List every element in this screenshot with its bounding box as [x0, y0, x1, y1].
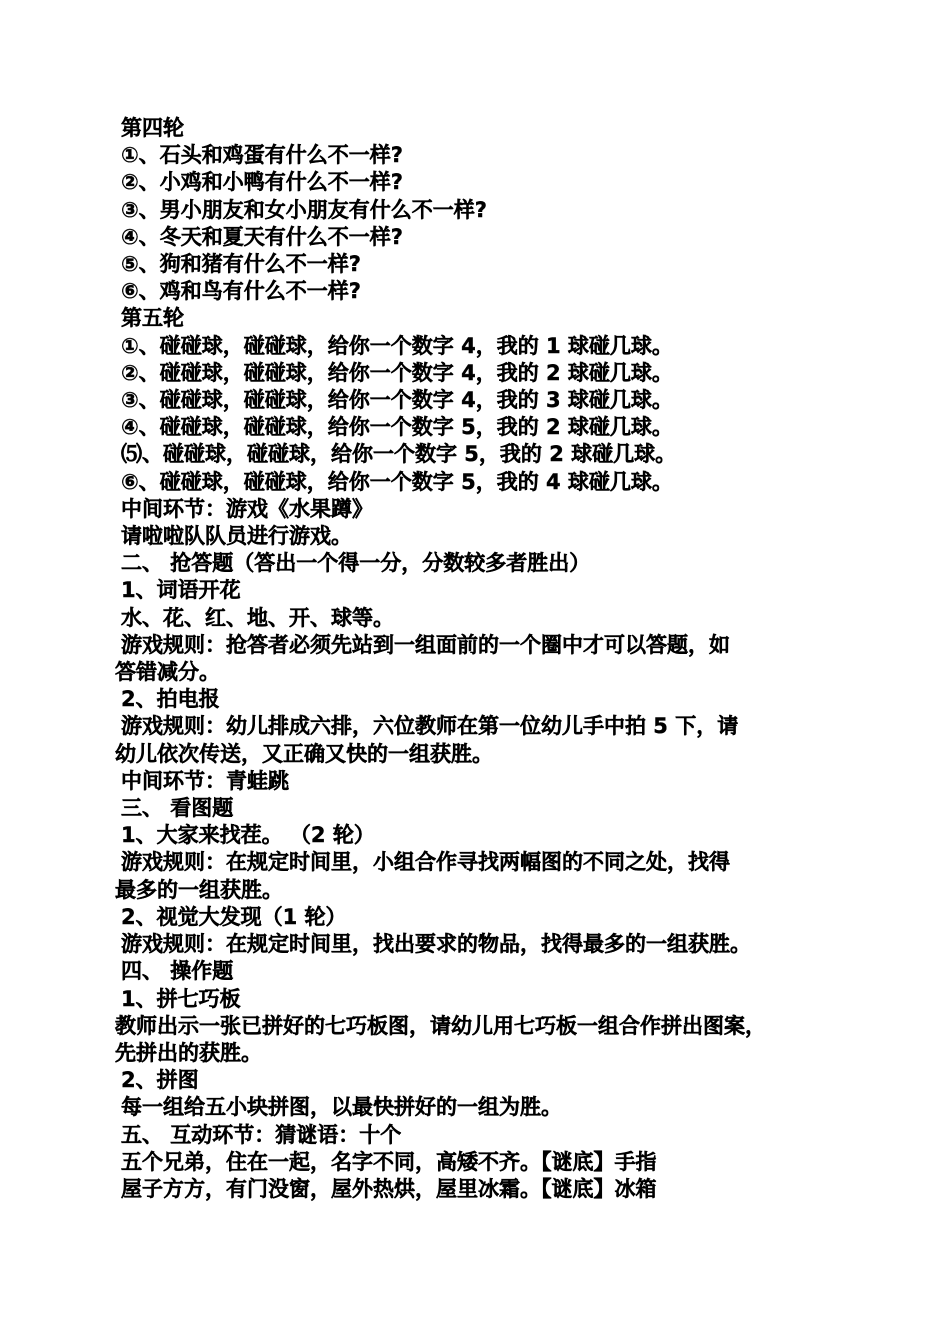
text-line: 幼儿依次传送，又正确又快的一组获胜。 — [115, 741, 493, 766]
text-line: 1、大家来找茬。 （2 轮） — [121, 823, 375, 848]
text-line: ①、石头和鸡蛋有什么不一样? — [121, 143, 403, 168]
text-line: 先拼出的获胜。 — [115, 1040, 262, 1065]
text-line: 最多的一组获胜。 — [115, 877, 283, 902]
text-line: 中间环节：游戏《水果蹲》 — [121, 496, 373, 521]
text-line: 教师出示一张已拼好的七巧板图，请幼儿用七巧板一组合作拼出图案， — [115, 1013, 766, 1038]
text-line: 中间环节：青蛙跳 — [121, 768, 289, 793]
text-line: 五个兄弟，住在一起，名字不同，高矮不齐。【谜底】手指 — [121, 1149, 657, 1174]
text-line: ⑥、碰碰球，碰碰球，给你一个数字 5，我的 4 球碰几球。 — [121, 469, 673, 494]
text-line: ⑸、碰碰球，碰碰球，给你一个数字 5，我的 2 球碰几球。 — [121, 442, 677, 467]
text-line: 屋子方方，有门没窗，屋外热烘，屋里冰霜。【谜底】冰箱 — [121, 1176, 657, 1201]
text-line: ⑤、狗和猪有什么不一样? — [121, 252, 361, 277]
text-line: 二、 抢答题（答出一个得一分，分数较多者胜出） — [121, 551, 591, 576]
text-line: 2、拍电报 — [121, 687, 220, 712]
text-line: 请啦啦队队员进行游戏。 — [121, 524, 352, 549]
text-line: 五、 互动环节：猜谜语：十个 — [121, 1122, 402, 1147]
text-line: 答错减分。 — [115, 660, 220, 685]
text-line: 每一组给五小块拼图，以最快拼好的一组为胜。 — [121, 1095, 562, 1120]
text-line: 第五轮 — [121, 306, 184, 331]
text-line: 游戏规则：在规定时间里，找出要求的物品，找得最多的一组获胜。 — [121, 932, 751, 957]
text-line: 游戏规则：幼儿排成六排，六位教师在第一位幼儿手中拍 5 下，请 — [121, 714, 739, 739]
text-line: ④、碰碰球，碰碰球，给你一个数字 5，我的 2 球碰几球。 — [121, 415, 673, 440]
text-line: ③、男小朋友和女小朋友有什么不一样? — [121, 197, 487, 222]
text-line: ③、碰碰球，碰碰球，给你一个数字 4，我的 3 球碰几球。 — [121, 388, 673, 413]
text-line: 2、视觉大发现（1 轮） — [121, 904, 347, 929]
text-line: 第四轮 — [121, 116, 184, 140]
text-line: 游戏规则：在规定时间里，小组合作寻找两幅图的不同之处，找得 — [121, 850, 730, 875]
text-line: ②、小鸡和小鸭有什么不一样? — [121, 170, 403, 195]
text-line: ②、碰碰球，碰碰球，给你一个数字 4，我的 2 球碰几球。 — [121, 360, 673, 385]
text-line: 游戏规则：抢答者必须先站到一组面前的一个圈中才可以答题，如 — [121, 632, 730, 657]
text-line: 1、拼七巧板 — [121, 986, 241, 1011]
text-line: 三、 看图题 — [121, 796, 234, 821]
document-page — [115, 115, 875, 1203]
text-line: 2、拼图 — [121, 1068, 199, 1093]
text-line: 水、花、红、地、开、球等。 — [121, 605, 394, 630]
text-line: ④、冬天和夏天有什么不一样? — [121, 224, 403, 249]
text-line: 四、 操作题 — [121, 959, 234, 984]
text-line: ⑥、鸡和鸟有什么不一样? — [121, 279, 361, 304]
text-line: 1、词语开花 — [121, 578, 241, 603]
text-line: ①、碰碰球，碰碰球，给你一个数字 4，我的 1 球碰几球。 — [121, 333, 673, 358]
